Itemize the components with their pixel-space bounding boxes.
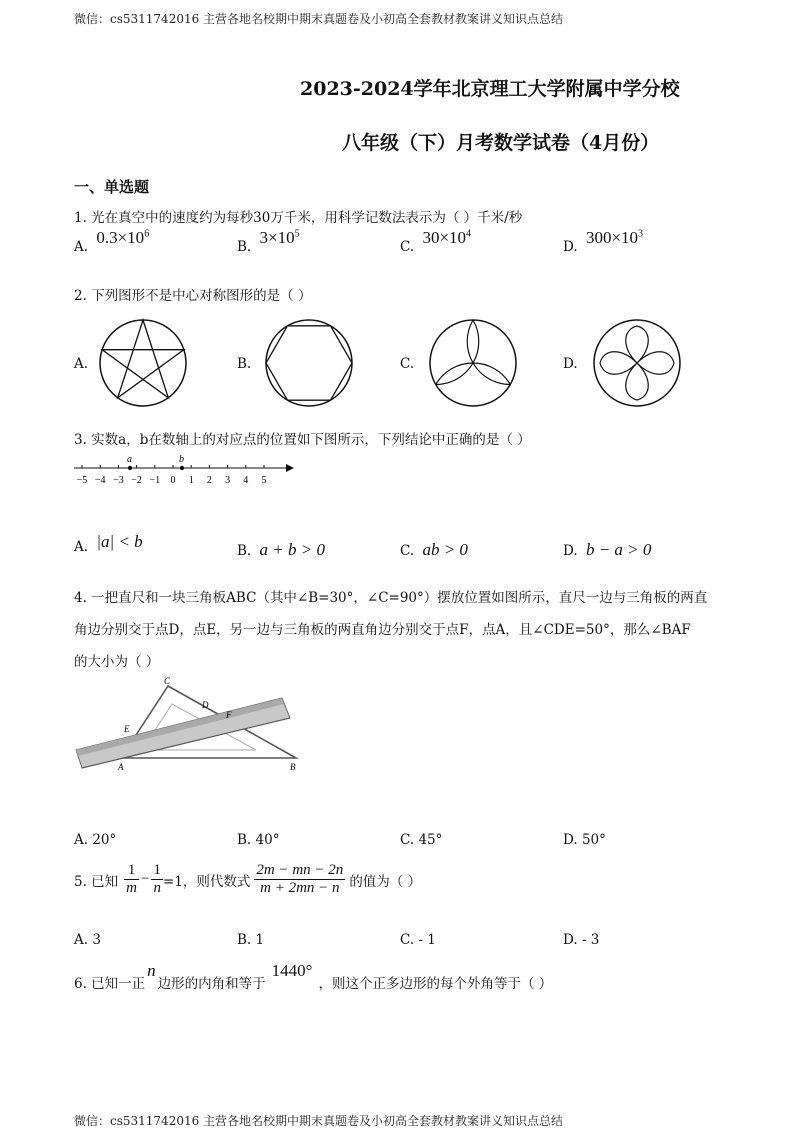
exam-title: 2023-2024学年北京理工大学附属中学分校 xyxy=(300,78,680,100)
q6-n: n xyxy=(147,961,156,980)
option-expression: |a| < b xyxy=(96,532,143,551)
q4-option-d[interactable] xyxy=(563,832,606,848)
q5-fraction-1 xyxy=(124,862,139,897)
option-expression: b − a > 0 xyxy=(585,540,652,559)
point-a-label: A xyxy=(118,762,124,772)
option-value: 0.3×10 xyxy=(96,228,145,247)
option-expression: ab > 0 xyxy=(422,540,468,559)
q1-option-d[interactable] xyxy=(563,228,644,256)
option-value: 20° xyxy=(92,832,117,848)
question-2-stem: 2. 下列图形不是中心对称图形的是（ ） xyxy=(74,288,312,304)
q5-prefix: 5. 已知 xyxy=(74,873,119,890)
q5-fraction-2 xyxy=(151,862,163,897)
option-label: A. xyxy=(74,832,89,848)
option-exponent: 4 xyxy=(466,228,472,240)
option-label: C. xyxy=(400,932,415,948)
exam-subtitle: 八年级（下）月考数学试卷（4月份） xyxy=(342,132,660,154)
point-e-label: E xyxy=(124,724,130,734)
axis-tick-label: 2 xyxy=(206,475,212,486)
question-1-stem: 1. 光在真空中的速度约为每秒30万千米，用科学记数法表示为（ ）千米/秒 xyxy=(74,210,523,226)
q5-fraction-3 xyxy=(254,862,345,897)
q2-option-d-label[interactable]: D. xyxy=(563,356,578,372)
option-value: 50° xyxy=(581,832,606,848)
point-b-label: b xyxy=(179,454,184,465)
number-line-figure xyxy=(74,452,294,492)
option-value: 3 xyxy=(92,932,101,948)
q6-part3: ，则这个正多边形的每个外角等于（ ） xyxy=(318,976,553,992)
fraction-numerator: 1 xyxy=(153,862,161,878)
axis-tick-label: 3 xyxy=(225,475,231,486)
option-exponent: 5 xyxy=(294,228,300,240)
q5-option-d[interactable] xyxy=(563,932,599,948)
q5-option-a[interactable] xyxy=(74,932,101,948)
point-d-label: D xyxy=(202,700,209,710)
q4-option-b[interactable] xyxy=(237,832,279,848)
option-label: D. xyxy=(563,832,578,848)
q6-part1: 6. 已知一正 xyxy=(74,976,146,992)
option-exponent: 3 xyxy=(638,228,644,240)
q2-option-a-label[interactable]: A. xyxy=(74,356,89,372)
option-label: B. xyxy=(237,932,252,948)
option-value: 45° xyxy=(418,832,443,848)
option-value: 40° xyxy=(255,832,280,848)
fraction-numerator: 2m − mn − 2n xyxy=(256,862,344,878)
option-exponent: 6 xyxy=(144,228,150,240)
q4-option-a[interactable] xyxy=(74,832,116,848)
fraction-denominator: m xyxy=(126,880,138,896)
axis-tick-label: −4 xyxy=(94,475,106,486)
option-value: 1 xyxy=(255,932,265,948)
axis-tick-label: −2 xyxy=(131,475,142,486)
fraction-denominator: m + 2mn − n xyxy=(260,880,340,896)
question-3-stem: 3. 实数a，b在数轴上的对应点的位置如下图所示，下列结论中正确的是（ ） xyxy=(74,432,531,448)
ruler-triangle-figure xyxy=(76,674,306,774)
pentagram-circle-figure xyxy=(98,318,188,408)
axis-tick-label: −5 xyxy=(76,475,88,486)
option-label: B. xyxy=(237,543,252,559)
axis-tick-label: 0 xyxy=(170,475,176,486)
point-c-label: C xyxy=(164,676,171,686)
q1-option-b[interactable] xyxy=(237,228,300,256)
axis-tick-label: −1 xyxy=(149,475,161,486)
option-label: B. xyxy=(237,832,252,848)
q4-option-c[interactable] xyxy=(400,832,442,848)
option-label: D. xyxy=(563,239,578,255)
q3-option-b[interactable] xyxy=(237,540,325,560)
option-label: C. xyxy=(400,239,415,255)
option-value: 3×10 xyxy=(259,228,295,247)
q5-minus: − xyxy=(141,871,150,887)
point-a-label: a xyxy=(127,454,132,465)
option-label: A. xyxy=(74,932,89,948)
question-4-stem-line3: 的大小为（ ） xyxy=(74,654,160,670)
q1-option-c[interactable] xyxy=(400,228,472,256)
section-heading: 一、单选题 xyxy=(74,178,150,196)
footer-note: 微信：cs5311742016 主营各地名校期中期末真题卷及小初高全套教材教案讲义知识点总结 xyxy=(74,1114,564,1128)
q2-option-b-label[interactable]: B. xyxy=(237,356,252,372)
three-arc-circle-figure xyxy=(428,318,518,408)
point-f-label: F xyxy=(226,710,232,720)
option-label: C. xyxy=(400,543,415,559)
q6-angle: 1440° xyxy=(271,961,313,980)
q5-suffix: 的值为（ ） xyxy=(349,873,422,890)
q5-mid: =1，则代数式 xyxy=(162,873,251,890)
question-4-stem-line1: 4. 一把直尺和一块三角板ABC（其中∠B=30°，∠C=90°）摆放位置如图所示，直尺一边与三角板的两直 xyxy=(74,590,708,606)
option-value: 30×10 xyxy=(422,228,467,247)
option-label: D. xyxy=(563,932,578,948)
axis-tick-label: 1 xyxy=(188,475,194,486)
question-5-stem xyxy=(74,862,421,897)
q3-option-a[interactable] xyxy=(74,532,143,556)
question-6-stem xyxy=(74,961,553,992)
q5-option-c[interactable] xyxy=(400,932,436,948)
option-value: 300×10 xyxy=(585,228,639,247)
option-value: - 3 xyxy=(581,932,600,948)
header-note: 微信：cs5311742016 主营各地名校期中期末真题卷及小初高全套教材教案讲义知识点总结 xyxy=(74,12,564,26)
four-petal-circle-figure xyxy=(592,318,682,408)
fraction-numerator: 1 xyxy=(124,862,139,880)
q1-option-a[interactable] xyxy=(74,228,150,256)
q6-part2: 边形的内角和等于 xyxy=(157,976,266,992)
q5-option-b[interactable] xyxy=(237,932,264,948)
question-4-stem-line2: 角边分别交于点D，点E，另一边与三角板的两直角边分别交于点F，点A，且∠CDE=50°，那么∠BAF xyxy=(74,622,691,638)
option-label: A. xyxy=(74,239,89,255)
hexagon-circle-figure xyxy=(264,318,354,408)
q2-option-c-label[interactable]: C. xyxy=(400,356,415,372)
q3-option-d[interactable] xyxy=(563,540,651,560)
point-b-label: B xyxy=(290,762,296,772)
option-label: A. xyxy=(74,539,89,555)
option-label: C. xyxy=(400,832,415,848)
option-value: - 1 xyxy=(418,932,436,948)
option-label: D. xyxy=(563,543,578,559)
axis-tick-label: −3 xyxy=(113,475,124,486)
fraction-denominator: n xyxy=(153,880,161,896)
option-label: B. xyxy=(237,239,252,255)
axis-tick-label: 4 xyxy=(243,475,249,486)
q3-option-c[interactable] xyxy=(400,540,468,560)
axis-tick-label: 5 xyxy=(261,475,267,486)
option-expression: a + b > 0 xyxy=(259,540,325,559)
